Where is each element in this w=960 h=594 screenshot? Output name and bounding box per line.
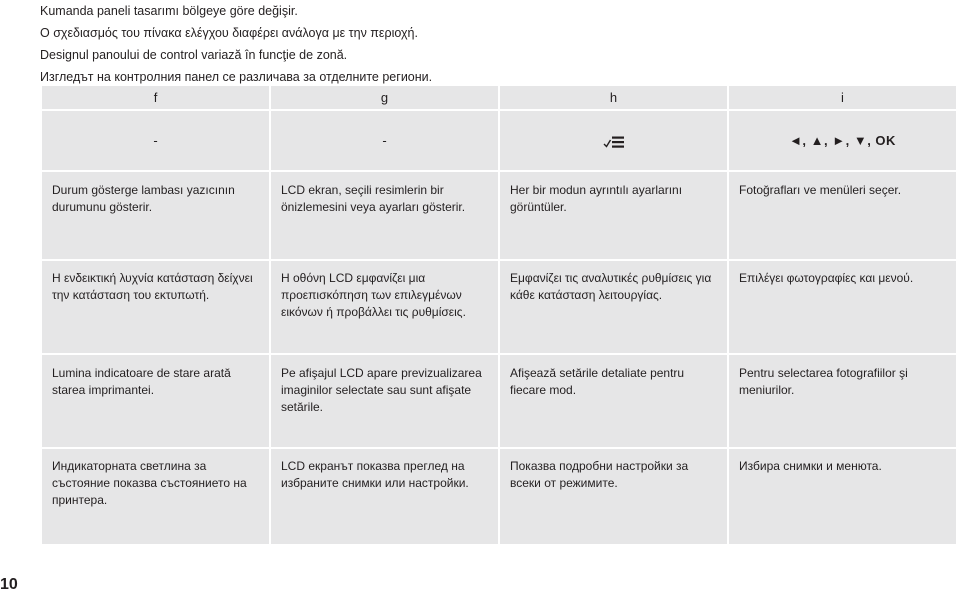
cell-el-navigation: Επιλέγει φωτογραφίες και μενού. bbox=[729, 261, 956, 353]
cell-bg-settings: Показва подробни настройки за всеки от режимите. bbox=[500, 449, 727, 544]
intro-line-tr: Kumanda paneli tasarımı bölgeye göre değişir. bbox=[40, 4, 298, 18]
cell-bg-status: Индикаторната светлина за състояние показва състоянието на принтера. bbox=[42, 449, 269, 544]
header-h: h bbox=[500, 86, 727, 109]
intro-line-bg: Изгледът на контролния панел се различава за отделните региони. bbox=[40, 70, 433, 84]
cell-bg-navigation: Избира снимки и менюта. bbox=[729, 449, 956, 544]
row-greek bbox=[42, 261, 956, 353]
intro-line-el: Ο σχεδιασμός του πίνακα ελέγχου διαφέρει ανάλογα με την περιοχή. bbox=[40, 26, 418, 40]
symbol-lcd: - bbox=[271, 111, 498, 170]
cell-el-status: Η ενδεικτική λυχνία κατάσταση δείχνει την κατάσταση του εκτυπωτή. bbox=[42, 261, 269, 353]
check-list-icon bbox=[603, 135, 625, 149]
page-number: 10 bbox=[0, 576, 18, 593]
cell-el-settings: Εμφανίζει τις αναλυτικές ρυθμίσεις για κάθε κατάσταση λειτουργίας. bbox=[500, 261, 727, 353]
cell-bg-lcd: LCD екранът показва преглед на избраните снимки или настройки. bbox=[271, 449, 498, 544]
row-bulgarian bbox=[42, 449, 956, 544]
symbol-status-light: - bbox=[42, 111, 269, 170]
cell-ro-settings: Afişează setările detaliate pentru fiecare mod. bbox=[500, 355, 727, 447]
header-row bbox=[42, 86, 956, 109]
cell-ro-status: Lumina indicatoare de stare arată starea imprimantei. bbox=[42, 355, 269, 447]
row-turkish bbox=[42, 172, 956, 259]
cell-tr-navigation: Fotoğrafları ve menüleri seçer. bbox=[729, 172, 956, 259]
cell-ro-navigation: Pentru selectarea fotografiilor şi meniurilor. bbox=[729, 355, 956, 447]
symbol-settings bbox=[500, 111, 727, 170]
header-g: g bbox=[271, 86, 498, 109]
control-panel-table bbox=[40, 84, 958, 546]
intro-text bbox=[40, 0, 432, 88]
header-f: f bbox=[42, 86, 269, 109]
cell-tr-lcd: LCD ekran, seçili resimlerin bir önizlemesini veya ayarları gösterir. bbox=[271, 172, 498, 259]
row-romanian bbox=[42, 355, 956, 447]
intro-line-ro: Designul panoului de control variază în funcţie de zonă. bbox=[40, 48, 348, 62]
cell-el-lcd: Η οθόνη LCD εμφανίζει μια προεπισκόπηση των επιλεγμένων εικόνων ή προβάλλει τις ρυθμίσεις. bbox=[271, 261, 498, 353]
symbol-navigation-buttons: ◄, ▲, ►, ▼, OK bbox=[729, 111, 956, 170]
cell-ro-lcd: Pe afişajul LCD apare previzualizarea imaginilor selectate sau sunt afişate setările. bbox=[271, 355, 498, 447]
symbol-row bbox=[42, 111, 956, 170]
cell-tr-settings: Her bir modun ayrıntılı ayarlarını görüntüler. bbox=[500, 172, 727, 259]
cell-tr-status: Durum gösterge lambası yazıcının durumunu gösterir. bbox=[42, 172, 269, 259]
header-i: i bbox=[729, 86, 956, 109]
